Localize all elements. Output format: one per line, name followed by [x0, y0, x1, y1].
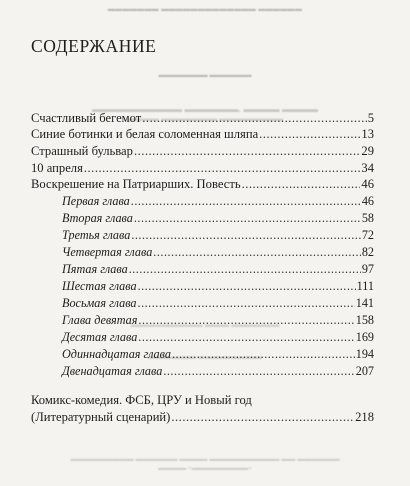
dot-leader — [131, 194, 361, 209]
toc-chapter-page: 158 — [355, 313, 374, 327]
toc-entry-title: Комикс-комедия. ФСБ, ЦРУ и Новый год — [31, 393, 252, 407]
toc-entry-page: 29 — [361, 144, 374, 158]
toc-entry-title: 10 апреля — [31, 161, 83, 175]
toc-chapter-title: Четвертая глава — [62, 245, 153, 259]
dot-leader — [138, 313, 354, 328]
toc-chapter-title: Шестая глава — [62, 279, 137, 293]
toc-chapter-title: Первая глава — [62, 194, 130, 208]
toc-entry-title: (Литературный сценарий) — [31, 410, 171, 424]
bleed-through-text: ▬▬▬▬▬▬▬ ▬▬▬▬▬▬ — [158, 72, 252, 79]
dot-leader — [134, 211, 361, 226]
dot-leader — [142, 111, 366, 126]
bleed-through-text: ▬▬▬▬ ▬▬▬▬▬▬▬ ▬▬▬▬▬▬▬▬ — [126, 114, 284, 123]
toc-chapter-title: Третья глава — [62, 228, 131, 242]
toc-entry-page: 13 — [361, 127, 374, 141]
toc-chapter-page: 72 — [361, 228, 374, 242]
toc-chapter-title: Десятая глава — [62, 330, 138, 344]
toc-entry-page: 34 — [361, 161, 374, 175]
toc-chapter-page: 207 — [355, 364, 374, 378]
toc-entry-page: 46 — [361, 177, 374, 191]
bleed-through-text: ▬▬▬▬▬▬▬ ▬▬▬▬▬▬▬▬▬▬▬▬▬ ▬▬▬▬▬▬ — [107, 6, 303, 13]
toc-chapter-page: 46 — [361, 194, 374, 208]
dot-leader — [172, 347, 355, 362]
dot-leader — [84, 161, 361, 176]
toc-chapter-title: Глава девятая — [62, 313, 138, 327]
dot-leader — [138, 279, 356, 294]
page-title: СОДЕРЖАНИЕ — [31, 36, 157, 56]
dot-leader — [153, 245, 361, 260]
toc-chapter-page: 194 — [355, 347, 374, 361]
toc-entry-page: 218 — [355, 410, 374, 424]
toc-chapter-title: Восьмая глава — [62, 296, 137, 310]
toc-chapter-page: 141 — [355, 296, 374, 310]
toc-chapter-title: Одиннадцатая глава — [62, 347, 171, 361]
toc-chapter-title: Двенадцатая глава — [62, 364, 163, 378]
bleed-through-text: ▬▬▬▬▬▬▬▬▬ ▬▬▬ ▬▬▬▬▬▬ — [130, 320, 280, 329]
dot-leader — [242, 177, 361, 192]
toc-entry-title: Страшный бульвар — [31, 144, 133, 158]
dot-leader — [129, 262, 361, 277]
dot-leader — [163, 364, 354, 379]
dot-leader — [171, 410, 354, 425]
toc-chapter-title: Вторая глава — [62, 211, 133, 225]
toc-entry-title: Воскрешение на Патриарших. Повесть — [31, 177, 241, 191]
dot-leader — [138, 296, 355, 311]
toc-entry-title: Синие ботинки и белая соломенная шляпа — [31, 127, 259, 141]
toc-chapter-page: 82 — [361, 245, 374, 259]
dot-leader — [131, 228, 360, 243]
toc-chapter-page: 169 — [355, 330, 374, 344]
bleed-through-text: ▬▬▬▬▬▬ ▬▬▬▬▬▬▬▬ — [147, 352, 263, 361]
toc-entry-page: 5 — [367, 111, 374, 125]
toc-chapter-title: Пятая глава — [62, 262, 128, 276]
toc-entry-comic-line2[interactable] — [31, 410, 374, 430]
bleed-through-text: ▬▬▬▬▬▬▬▬▬▬ ▬▬▬▬▬▬. ▬▬▬▬ ▬▬▬▬ — [91, 104, 318, 114]
dot-leader — [259, 127, 360, 142]
dot-leader — [138, 330, 354, 345]
toc-chapter-page: 58 — [361, 211, 374, 225]
bleed-through-text: ▬▬▬▬▬▬▬▬▬ ▬▬▬▬▬▬ ▬▬▬▬ ▬▬▬▬▬▬▬▬▬▬ ▬▬ ▬▬▬▬▬▬ ▬▬▬▬ «▬▬▬▬▬▬▬▬» — [70, 456, 340, 472]
toc-chapter-page: 97 — [361, 262, 374, 276]
dot-leader — [134, 144, 360, 159]
toc-entry-title: Счастливый бегемот — [31, 111, 142, 125]
toc-chapter-page: 111 — [356, 279, 374, 293]
toc-chapter[interactable] — [62, 364, 374, 384]
